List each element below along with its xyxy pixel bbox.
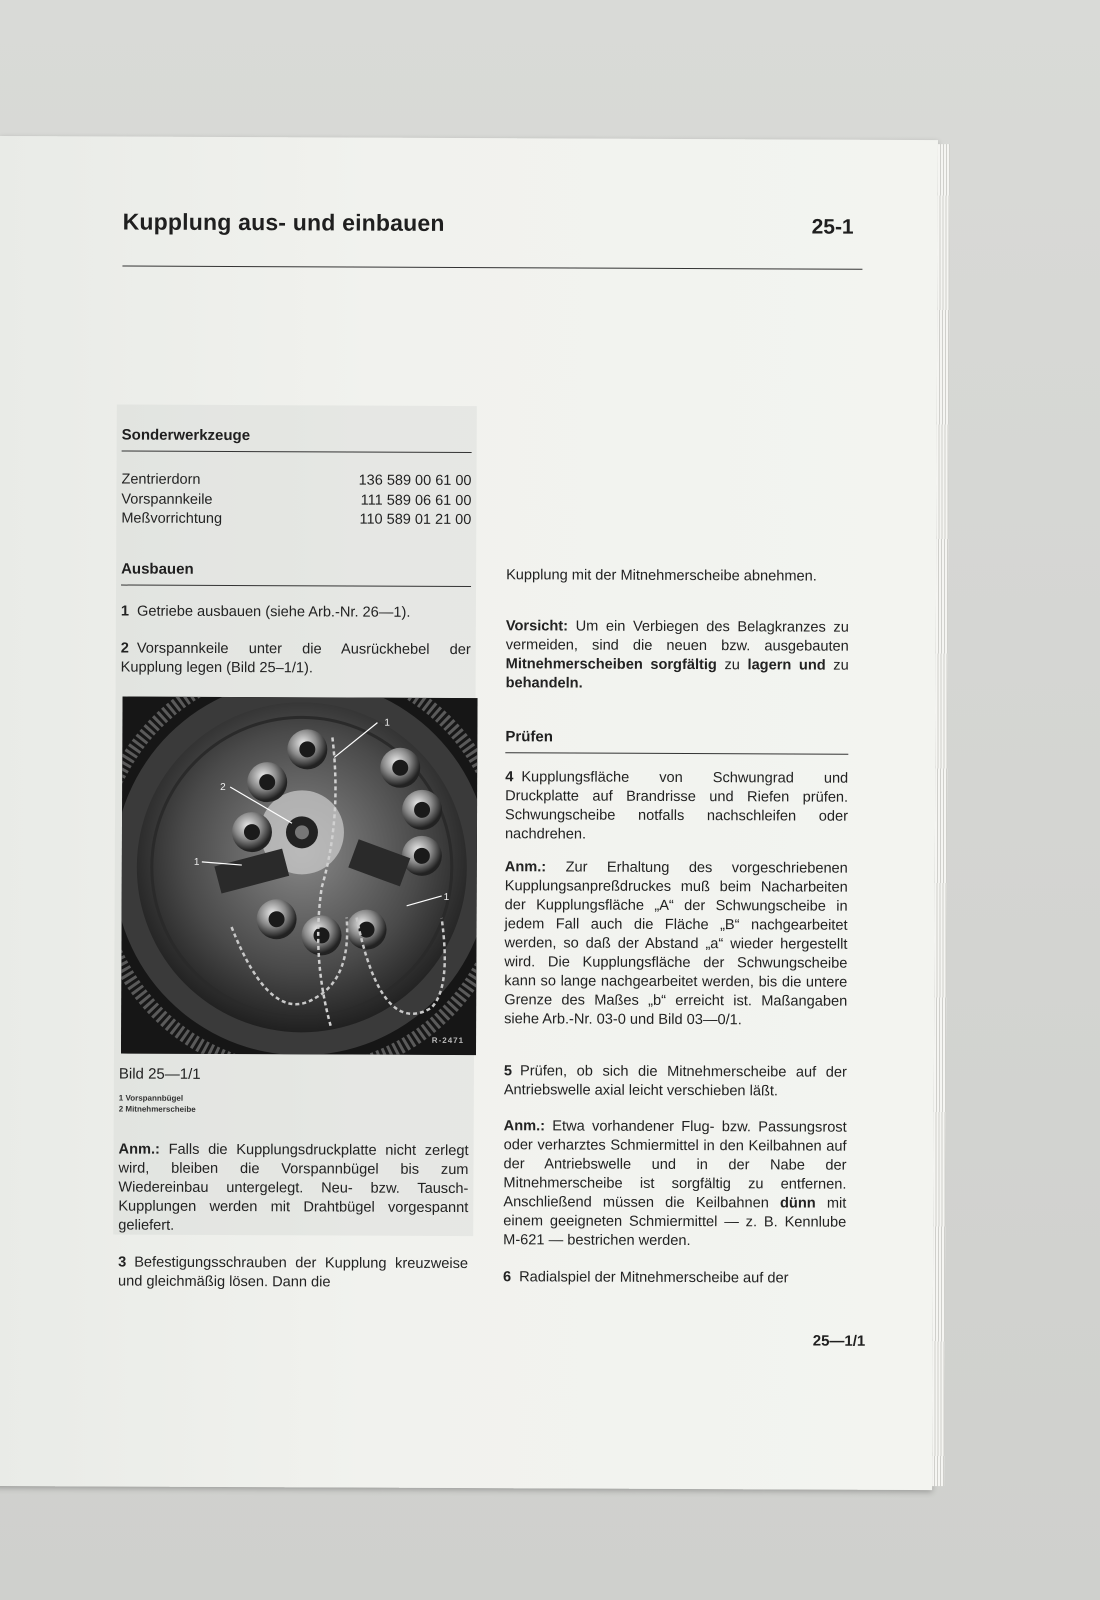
tool-number: 111 589 06 61 00 <box>360 492 472 509</box>
page-content <box>0 136 938 1490</box>
tools-list <box>121 471 471 531</box>
note-label: Anm.: <box>503 1118 546 1135</box>
header-rule <box>122 266 862 270</box>
callout-label: 1 <box>443 891 450 903</box>
vorsicht-text: Um ein Verbiegen des Belagkranzes zu vermeiden, sind die neuen bzw. ausgebauten <box>505 618 849 655</box>
page-code: 25-1 <box>811 215 854 239</box>
vorsicht-label: Vorsicht: <box>505 618 569 635</box>
clutch-illustration <box>121 697 478 1056</box>
step-5 <box>504 1062 847 1101</box>
note-anm <box>118 1141 468 1238</box>
tool-name: Vorspannkeile <box>121 491 213 508</box>
step-text: Befestigungsschrauben der Kupplung kreuzweise und gleichmäßig lösen. Dann die <box>117 1254 469 1291</box>
clutch-photo <box>121 697 478 1056</box>
tool-number: 136 589 00 61 00 <box>358 472 472 490</box>
tool-number: 110 589 01 21 00 <box>359 511 472 529</box>
photo-code: R-2471 <box>431 1035 465 1046</box>
step-number: 3 <box>118 1254 127 1271</box>
ausbauen-heading: Ausbauen <box>121 561 471 588</box>
step-text: Getriebe ausbauen (siehe Arb.-Nr. 26—1). <box>137 603 411 621</box>
note-label: Anm.: <box>118 1141 160 1158</box>
note-text: Zur Erhaltung des vorgeschriebenen Kupplungsanpreßdruckes muß beim Nacharbeiten der Kupplungsfläche „A“ der Schwungscheibe in jedem Fall auch die Fläche „B“ nachgearbeitet werden, so daß der Abstand „a“ wieder hergestellt wird. Die Kupplungsfläche der Schwungscheibe kann so lange nachgearbeitet werden, bis die untere Grenze des Maßes „b“ erreicht ist. Maßangaben siehe Arb.-Nr. 03-0 und Bild 03—0/1. <box>504 859 848 1029</box>
vorsicht-bold: Mitnehmerscheiben sorgfältig <box>505 656 717 674</box>
step-6 <box>503 1268 846 1288</box>
step-4 <box>505 768 848 845</box>
tool-row <box>121 490 471 511</box>
vorsicht-note <box>506 617 849 694</box>
vorsicht-text: zu <box>833 657 849 674</box>
pruefen-heading: Prüfen <box>505 728 848 754</box>
note-text: Etwa vorhandener Flug- bzw. Passungsrost oder verharztes Schmiermittel in den Keilbahnen auf der Antriebswelle und in der Nabe der Mitnehmerscheibe ist sorgfältig zu entfernen. Anschließend müssen die Keilbahnen <box>503 1118 847 1212</box>
tool-name: Zentrierdorn <box>121 471 201 488</box>
step-number: 2 <box>120 640 129 657</box>
step-text: Vorspannkeile unter die Ausrückhebel der Kupplung legen (Bild 25–1/1). <box>120 640 471 677</box>
step-number: 6 <box>502 1269 512 1286</box>
page-title: Kupplung aus- und einbauen <box>122 208 445 236</box>
continuation-text: Kupplung mit der Mitnehmerscheibe abnehmen. <box>506 567 817 585</box>
figure-caption: Bild 25—1/1 <box>118 1065 201 1083</box>
legend-item: 1 Vorspannbügel <box>118 1093 184 1103</box>
step-number: 4 <box>505 769 514 786</box>
vorsicht-bold: behandeln. <box>505 675 583 692</box>
tool-row <box>121 510 471 531</box>
step-number: 1 <box>120 603 130 620</box>
vorsicht-bold: lagern und <box>747 657 826 674</box>
step-text: Kupplungsfläche von Schwungrad und Druckplatte auf Brandrisse und Riefen prüfen. Schwungscheibe notfalls nachschleifen oder nachdrehen. <box>504 769 849 843</box>
step-1 <box>121 603 471 624</box>
figure-legend <box>119 1093 196 1115</box>
legend-item: 2 Mitnehmerscheibe <box>118 1104 196 1114</box>
note-text: mit einem geeigneten Schmiermittel — z. B. Kennlube M-621 — bestrichen werden. <box>503 1195 847 1250</box>
callout-label: 1 <box>193 856 200 868</box>
callout-label: 1 <box>384 717 391 729</box>
step-text: Radialspiel der Mitnehmerscheibe auf der <box>519 1269 789 1287</box>
step-3 <box>118 1254 468 1294</box>
note-anm-2 <box>504 858 848 1030</box>
tool-row <box>121 471 471 492</box>
tools-heading: Sonderwerkzeuge <box>122 427 472 454</box>
footer-code: 25—1/1 <box>812 1332 866 1350</box>
step-number: 5 <box>503 1063 513 1080</box>
callout-label: 2 <box>220 781 226 793</box>
step-2 <box>121 640 471 680</box>
note-label: Anm.: <box>504 859 547 876</box>
vorsicht-text: zu <box>724 657 740 674</box>
step-text: Prüfen, ob sich die Mitnehmerscheibe auf der Antriebswelle axial leicht verschieben läßt. <box>503 1063 847 1100</box>
note-bold: dünn <box>780 1195 816 1212</box>
document-page <box>0 136 938 1490</box>
note-text: Falls die Kupplungsdruckplatte nicht zerlegt wird, bleiben die Vorspannbügel bis zum Wiedereinbau untergelegt. Neu- bzw. Tausch-Kupplungen werden mit Drahtbügel vorgespannt geliefert. <box>118 1141 469 1234</box>
tool-name: Meßvorrichtung <box>121 510 223 527</box>
note-anm-3 <box>503 1117 847 1251</box>
